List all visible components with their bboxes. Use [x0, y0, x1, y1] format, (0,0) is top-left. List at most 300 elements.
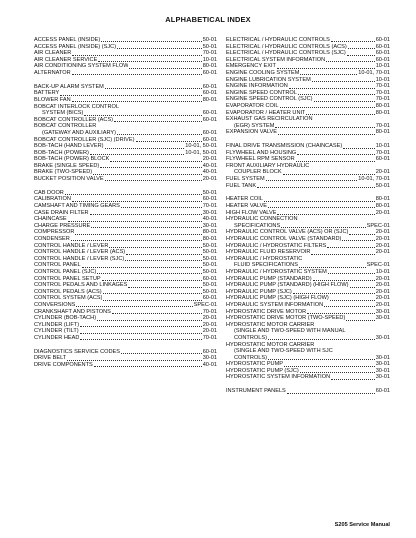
index-entry-page: 80-01 [202, 229, 217, 236]
index-entry [34, 302, 217, 309]
index-entry [226, 169, 390, 176]
index-entry-label: HYDROSTATIC DRIVE MOTOR (TWO-SPEED) [226, 315, 346, 322]
index-entry [34, 309, 217, 316]
index-entry-page: 20-01 [202, 315, 217, 322]
dot-leader [277, 214, 374, 215]
index-entry-page: 60-01 [202, 69, 217, 76]
index-entry-page: 60-01 [202, 348, 217, 355]
index-entry [226, 361, 390, 368]
index-entry-label: (SINGLE AND TWO-SPEED WITH MANUAL [234, 328, 346, 335]
dot-leader [326, 61, 375, 62]
index-entry-label: HYDRAULIC / HYDROSTATIC [226, 255, 303, 262]
index-entry [34, 50, 217, 57]
index-entry-label: CONTROL HANDLE / LEVER (ACS) [34, 249, 126, 256]
dot-leader [287, 393, 375, 394]
dot-leader [300, 74, 357, 75]
index-entry-page: 30-01 [375, 308, 390, 315]
index-entry [34, 269, 217, 276]
dot-leader [91, 227, 201, 228]
index-entry [34, 57, 217, 64]
dot-leader [65, 194, 202, 195]
index-entry-page: 60-01 [375, 43, 390, 50]
index-entry-page: 10-01, 70-01 [358, 176, 390, 183]
index-entry [34, 143, 217, 150]
section-gap [226, 189, 390, 196]
index-entry-label: BACK-UP ALARM SYSTEM [34, 83, 104, 90]
index-entry-label: BUCKET POSITION VALVE [34, 176, 104, 183]
index-entry-label: CAB DOOR [34, 189, 64, 196]
dot-leader [103, 300, 201, 301]
index-entry [34, 176, 217, 183]
dot-leader [80, 339, 201, 340]
index-entry-label: HYDRAULIC / HYDROSTATIC SYSTEM [226, 268, 327, 275]
index-entry-page: 20-01 [202, 321, 217, 328]
index-entry-label: BOBCAT INTERLOCK CONTROL [34, 103, 119, 110]
index-entry-label: CONTROL PEDALS AND LINKAGES [34, 282, 128, 289]
dot-leader [307, 313, 375, 314]
dot-leader [349, 234, 374, 235]
index-entry [226, 229, 390, 236]
dot-leader [311, 254, 374, 255]
index-entry-label: ENGINE SPEED CONTROL [226, 89, 297, 96]
index-entry [34, 90, 217, 97]
index-entry-page: 10-01 [375, 63, 390, 70]
index-entry-label: CONTROLS) [234, 334, 267, 341]
dot-leader [129, 68, 201, 69]
dot-leader [110, 161, 201, 162]
index-entry-page: 70-01 [202, 203, 217, 210]
index-entry-page: 30-01 [202, 209, 217, 216]
index-entry-page: 70-01 [375, 89, 390, 96]
section-gap [226, 381, 390, 388]
index-entry-page: SPEC-01 [366, 222, 390, 229]
index-entry-page: 60-01 [202, 83, 217, 90]
index-entry [34, 97, 217, 104]
index-entry-page: 50-01 [375, 182, 390, 189]
index-entry [34, 282, 217, 289]
index-entry-label: FUEL SYSTEM [226, 176, 265, 183]
dot-leader [75, 234, 201, 235]
index-entry [226, 163, 390, 170]
index-entry-page: 50-01 [202, 282, 217, 289]
index-entry [34, 137, 217, 144]
index-entry-label: CAMSHAFT AND TIMING GEARS [34, 203, 120, 210]
dot-leader [324, 306, 375, 307]
index-entry-label: HYDRAULIC PUMP (STANDARD) (HIGH FLOW) [226, 282, 349, 289]
index-entry-page: 80-01 [202, 63, 217, 70]
index-entry-label: HEATER COIL [226, 196, 263, 203]
dot-leader [103, 293, 202, 294]
index-entry [34, 355, 217, 362]
index-entry [34, 328, 217, 335]
index-entry-label: CONTROL PEDALS (ACS) [34, 288, 102, 295]
index-entry-page: 60-01 [375, 56, 390, 63]
index-entry-page: 30-01 [375, 367, 390, 374]
index-entry-page: 60-01 [375, 388, 390, 395]
dot-leader [266, 180, 358, 181]
index-entry-page: 60-01 [202, 196, 217, 203]
index-entry-label: CYLINDER (LIFT) [34, 321, 80, 328]
index-entry-page: 60-01 [202, 110, 217, 117]
index-entry-page: 20-01 [202, 156, 217, 163]
index-entry-label: AIR CONDITIONING SYSTEM FLOW [34, 63, 129, 70]
index-entry-page: 70-01 [375, 149, 390, 156]
index-entry-page: 10-01 [375, 268, 390, 275]
index-entry-label: CONTROL PANEL (SJC) [34, 268, 97, 275]
index-entry-page: 50-01 [202, 189, 217, 196]
index-entry-page: 80-01 [375, 109, 390, 116]
index-entry [226, 315, 390, 322]
index-entry-page: 10-01, 50-01 [185, 143, 217, 150]
index-entry [34, 295, 217, 302]
index-entry-label: BOB-TACH (POWER) BLOCK [34, 156, 110, 163]
index-entry [226, 123, 390, 130]
index-entry-label: CONTROL SYSTEM (ACS) [34, 295, 103, 302]
index-entry-page: 40-01 [202, 162, 217, 169]
index-entry-label: HYDRAULIC / HYDROSTATIC FILTERS [226, 242, 327, 249]
dot-leader [348, 48, 375, 49]
dot-leader [93, 174, 202, 175]
index-entry [226, 335, 390, 342]
index-entry-label: ENGINE INFORMATION [226, 83, 288, 90]
index-entry-page: 80-01 [375, 129, 390, 136]
index-entry [226, 374, 390, 381]
index-entry [34, 335, 217, 342]
dot-leader [330, 300, 375, 301]
dot-leader [117, 134, 202, 135]
dot-leader [100, 167, 201, 168]
dot-leader [342, 240, 374, 241]
index-entry-label: EVAPORATOR / HEATER UNIT [226, 109, 306, 116]
index-entry-label: (SINGLE AND TWO-SPEED WITH SJC [234, 348, 333, 355]
index-entry [226, 129, 390, 136]
index-entry [226, 176, 390, 183]
dot-leader [331, 41, 375, 42]
index-entry-page: 30-01 [202, 355, 217, 362]
index-entry-label: CONTROL HANDLE / LEVER (SJC) [34, 255, 125, 262]
index-entry-page: 70-01 [375, 122, 390, 129]
dot-leader [331, 379, 375, 380]
index-entry-page: 10-01, 70-01 [358, 69, 390, 76]
index-entry-page: 20-01 [375, 249, 390, 256]
dot-leader [283, 174, 375, 175]
index-entry-label: BATTERY [34, 90, 60, 97]
index-entry-label: CONDENSER [34, 236, 70, 242]
index-entry-label: SPECIFICATIONS [234, 222, 281, 229]
index-entry [34, 223, 217, 230]
index-entry-label: BLOWER FAN [34, 96, 71, 103]
index-entry [34, 322, 217, 329]
index-entry [34, 289, 217, 296]
index-entry [34, 216, 217, 223]
index-entry [34, 70, 217, 77]
dot-leader [80, 333, 202, 334]
index-entry-label: CONTROLS) [234, 354, 267, 361]
index-entry-label: INSTRUMENT PANELS [226, 388, 286, 395]
index-entry [226, 83, 390, 90]
index-entry [226, 103, 390, 110]
index-entry-label: HYDROSTATIC MOTOR CARRIER [226, 321, 315, 328]
dot-leader [102, 280, 202, 281]
index-column-left [34, 37, 217, 368]
index-entry [226, 269, 390, 276]
index-entry [226, 368, 390, 375]
index-entry-page: 30-01 [375, 315, 390, 322]
index-entry-page: 20-01 [375, 236, 390, 242]
index-entry-page: 20-01 [375, 242, 390, 249]
index-entry-page: 80-01 [375, 102, 390, 109]
index-entry-page: 70-01 [202, 308, 217, 315]
index-entry [34, 150, 217, 157]
index-entry [226, 63, 390, 70]
dot-leader [97, 273, 201, 274]
index-entry [34, 156, 217, 163]
dot-leader [72, 55, 201, 56]
index-entry-page: 80-01 [375, 203, 390, 210]
dot-leader [284, 366, 375, 367]
index-entry-label: HYDRAULIC CONNECTION [226, 216, 298, 223]
index-entry-label: BOB-TACH (HAND LEVER) [34, 143, 104, 150]
index-entry [226, 90, 390, 97]
index-entry-page: 20-01 [202, 328, 217, 335]
index-entry-page: 40-01 [202, 216, 217, 223]
index-entry [226, 116, 390, 123]
index-entry-page: 20-01 [375, 301, 390, 308]
dot-leader [306, 114, 374, 115]
index-entry-page: 30-01 [375, 334, 390, 341]
index-entry [226, 183, 390, 190]
index-entry [34, 229, 217, 236]
dot-leader [268, 207, 375, 208]
index-entry-label: HYDRAULIC PUMP (SJC) (HIGH FLOW) [226, 295, 329, 302]
index-entry-page: 60-01 [202, 136, 217, 143]
index-entry-label: BOBCAT CONTROLLER [34, 123, 97, 130]
dot-leader [76, 306, 192, 307]
dot-leader [280, 107, 375, 108]
index-entry [34, 190, 217, 197]
index-entry [226, 236, 390, 243]
index-entry-page: 20-01 [375, 275, 390, 282]
dot-leader [347, 55, 375, 56]
index-entry-page: 50-01 [202, 43, 217, 50]
index-entry [226, 388, 390, 395]
dot-leader [68, 221, 202, 222]
dot-leader [136, 141, 202, 142]
index-entry [226, 322, 390, 329]
index-entry [226, 57, 390, 64]
index-entry-label: CONTROL HANDLE / LEVER [34, 242, 109, 249]
index-entry-page: 50-01 [202, 268, 217, 275]
dot-leader [299, 267, 366, 268]
dot-leader [82, 267, 202, 268]
dot-leader [312, 81, 375, 82]
index-entry-page: 60-01 [202, 129, 217, 136]
index-entry-page: SPEC-01 [366, 262, 390, 269]
index-entry-label: (EGR) SYSTEM [234, 122, 275, 129]
dot-leader [71, 240, 202, 241]
index-entry [34, 130, 217, 137]
dot-leader [313, 280, 375, 281]
index-entry-page: 30-01 [375, 354, 390, 361]
dot-leader [327, 247, 374, 248]
index-entry-label: CONVERSIONS [34, 301, 76, 308]
index-entry-page: 20-01 [375, 282, 390, 289]
index-entry [34, 276, 217, 283]
index-entry-page: 20-01 [375, 169, 390, 176]
index-entry-label: HYDROSTATIC PUMP [226, 361, 283, 368]
index-entry [226, 50, 390, 57]
index-entry [226, 282, 390, 289]
index-entry-label: ELECTRICAL / HYDRAULIC CONTROLS [226, 37, 330, 43]
dot-leader [67, 360, 201, 361]
index-entry-page: 40-01 [202, 361, 217, 368]
dot-leader [97, 320, 202, 321]
dot-leader [60, 95, 201, 96]
dot-leader [275, 127, 374, 128]
index-entry-label: CHARGE PRESSURE [34, 222, 91, 229]
index-entry [226, 289, 390, 296]
index-entry [34, 349, 217, 356]
index-entry [226, 243, 390, 250]
dot-leader [72, 201, 202, 202]
index-entry-label: HYDRAULIC PUMP (SJC) [226, 288, 292, 295]
index-entry [34, 37, 217, 44]
index-entry-label: FLYWHEEL AND HOUSING [226, 149, 297, 156]
index-entry [226, 110, 390, 117]
index-entry-page: 60-01 [202, 90, 217, 97]
section-gap [34, 77, 217, 84]
index-entry-label: HYDRAULIC CONTROL VALVE (ACS) OR (SJC) [226, 229, 349, 236]
index-entry [34, 210, 217, 217]
index-entry-page: 70-01 [202, 334, 217, 341]
index-entry-page: 80-01 [202, 96, 217, 103]
index-column-right [226, 37, 390, 395]
index-entry-page: 20-01 [202, 176, 217, 183]
dot-leader [314, 101, 375, 102]
index-entry [226, 150, 390, 157]
index-entry [34, 163, 217, 170]
index-entry [34, 196, 217, 203]
index-entry-label: ELECTRICAL / HYDRAULIC CONTROLS (SJC) [226, 50, 346, 57]
index-entry-page: SPEC-01 [193, 301, 217, 308]
index-entry-label: BRAKE (TWO-SPEED) [34, 169, 93, 176]
index-entry-label: CALIBRATION [34, 196, 71, 203]
index-entry [34, 169, 217, 176]
index-entry [34, 249, 217, 256]
index-entry [226, 156, 390, 163]
dot-leader [94, 366, 202, 367]
index-entry-label: HYDROSTATIC PUMP (SJC) [226, 367, 299, 374]
index-entry [34, 236, 217, 243]
index-entry [226, 328, 390, 335]
index-entry-label: ELECTRICAL SYSTEM INFORMATION [226, 56, 326, 63]
index-entry-page: 80-01 [202, 236, 217, 242]
index-entry-page: 50-01 [202, 242, 217, 249]
index-entry-label: EVAPORATOR COIL [226, 102, 279, 109]
dot-leader [117, 48, 202, 49]
index-entry [226, 348, 390, 355]
dot-leader [80, 326, 202, 327]
index-entry-page: 60-01 [202, 275, 217, 282]
index-entry [34, 117, 217, 124]
dot-leader [98, 61, 201, 62]
index-entry-label: CONTROL PANEL SETUP [34, 275, 101, 282]
index-entry-page: 60-01 [202, 295, 217, 302]
section-gap [226, 136, 390, 143]
index-entry-page: 60-01 [202, 116, 217, 123]
dot-leader [296, 161, 375, 162]
dot-leader [298, 94, 375, 95]
index-entry-page: 20-01 [375, 209, 390, 216]
index-entry-label: DRIVE BELT [34, 355, 67, 362]
index-entry-label: CRANKSHAFT AND PISTONS [34, 308, 111, 315]
index-entry [226, 309, 390, 316]
index-entry-label: HYDRAULIC SYSTEM INFORMATION [226, 301, 324, 308]
dot-leader [328, 273, 375, 274]
index-entry-label: ENGINE LUBRICATION SYSTEM [226, 76, 311, 83]
dot-leader [90, 214, 202, 215]
dot-leader [105, 180, 202, 181]
index-entry-label: EXPANSION VALVE [226, 129, 277, 136]
dot-leader [268, 339, 375, 340]
index-entry-label: HYDROSTATIC MOTOR CARRIER [226, 341, 315, 348]
index-entry [34, 84, 217, 91]
index-entry [226, 203, 390, 210]
index-entry-label: EMERGENCY EXIT [226, 63, 276, 70]
index-entry-label: COMPRESSOR [34, 229, 75, 236]
dot-leader [101, 41, 201, 42]
index-entry-label: HYDROSTATIC DRIVE MOTOR [226, 308, 307, 315]
index-entry-page: 60-01 [375, 37, 390, 43]
index-entry-label: FLYWHEEL RPM SENSOR [226, 156, 295, 163]
index-entry-page: 10-01, 50-01 [185, 149, 217, 156]
index-entry-label: AIR CLEANER SERVICE [34, 56, 98, 63]
index-entry-label: SYSTEM (BICS) [42, 110, 84, 117]
index-entry-label: HYDROSTATIC SYSTEM INFORMATION [226, 374, 331, 381]
index-entry [226, 342, 390, 349]
index-entry-label: ENGINE COOLING SYSTEM [226, 69, 300, 76]
index-entry-page: 50-01 [202, 249, 217, 256]
index-entry [34, 44, 217, 51]
dot-leader [112, 313, 202, 314]
index-entry-page: 10-01 [375, 143, 390, 150]
index-entry-label: ENGINE SPEED CONTROL (SJC) [226, 96, 313, 103]
manual-footer: S205 Service Manual [334, 522, 390, 528]
index-entry [226, 223, 390, 230]
index-entry-label: FUEL TANK [226, 182, 257, 189]
index-entry [226, 96, 390, 103]
index-entry-label: HYDRAULIC FLUID RESERVOIR [226, 249, 311, 256]
index-entry [226, 355, 390, 362]
index-entry-page: 20-01 [375, 295, 390, 302]
index-entry-page: 20-01 [375, 288, 390, 295]
index-entry-label: ACCESS PANEL (INSIDE) (SJC) [34, 43, 117, 50]
dot-leader [350, 287, 375, 288]
dot-leader [121, 353, 202, 354]
index-entry [226, 196, 390, 203]
dot-leader [297, 154, 374, 155]
dot-leader [126, 254, 202, 255]
index-entry-page: 50-01 [202, 262, 217, 269]
index-entry [226, 295, 390, 302]
section-gap [34, 342, 217, 349]
dot-leader [109, 247, 201, 248]
index-entry-label: HEATER VALVE [226, 203, 268, 210]
index-entry-label: CONTROL PANEL [34, 262, 81, 269]
dot-leader [281, 227, 365, 228]
index-entry-label: HYDRAULIC PUMP (STANDARD) [226, 275, 312, 282]
dot-leader [257, 187, 375, 188]
